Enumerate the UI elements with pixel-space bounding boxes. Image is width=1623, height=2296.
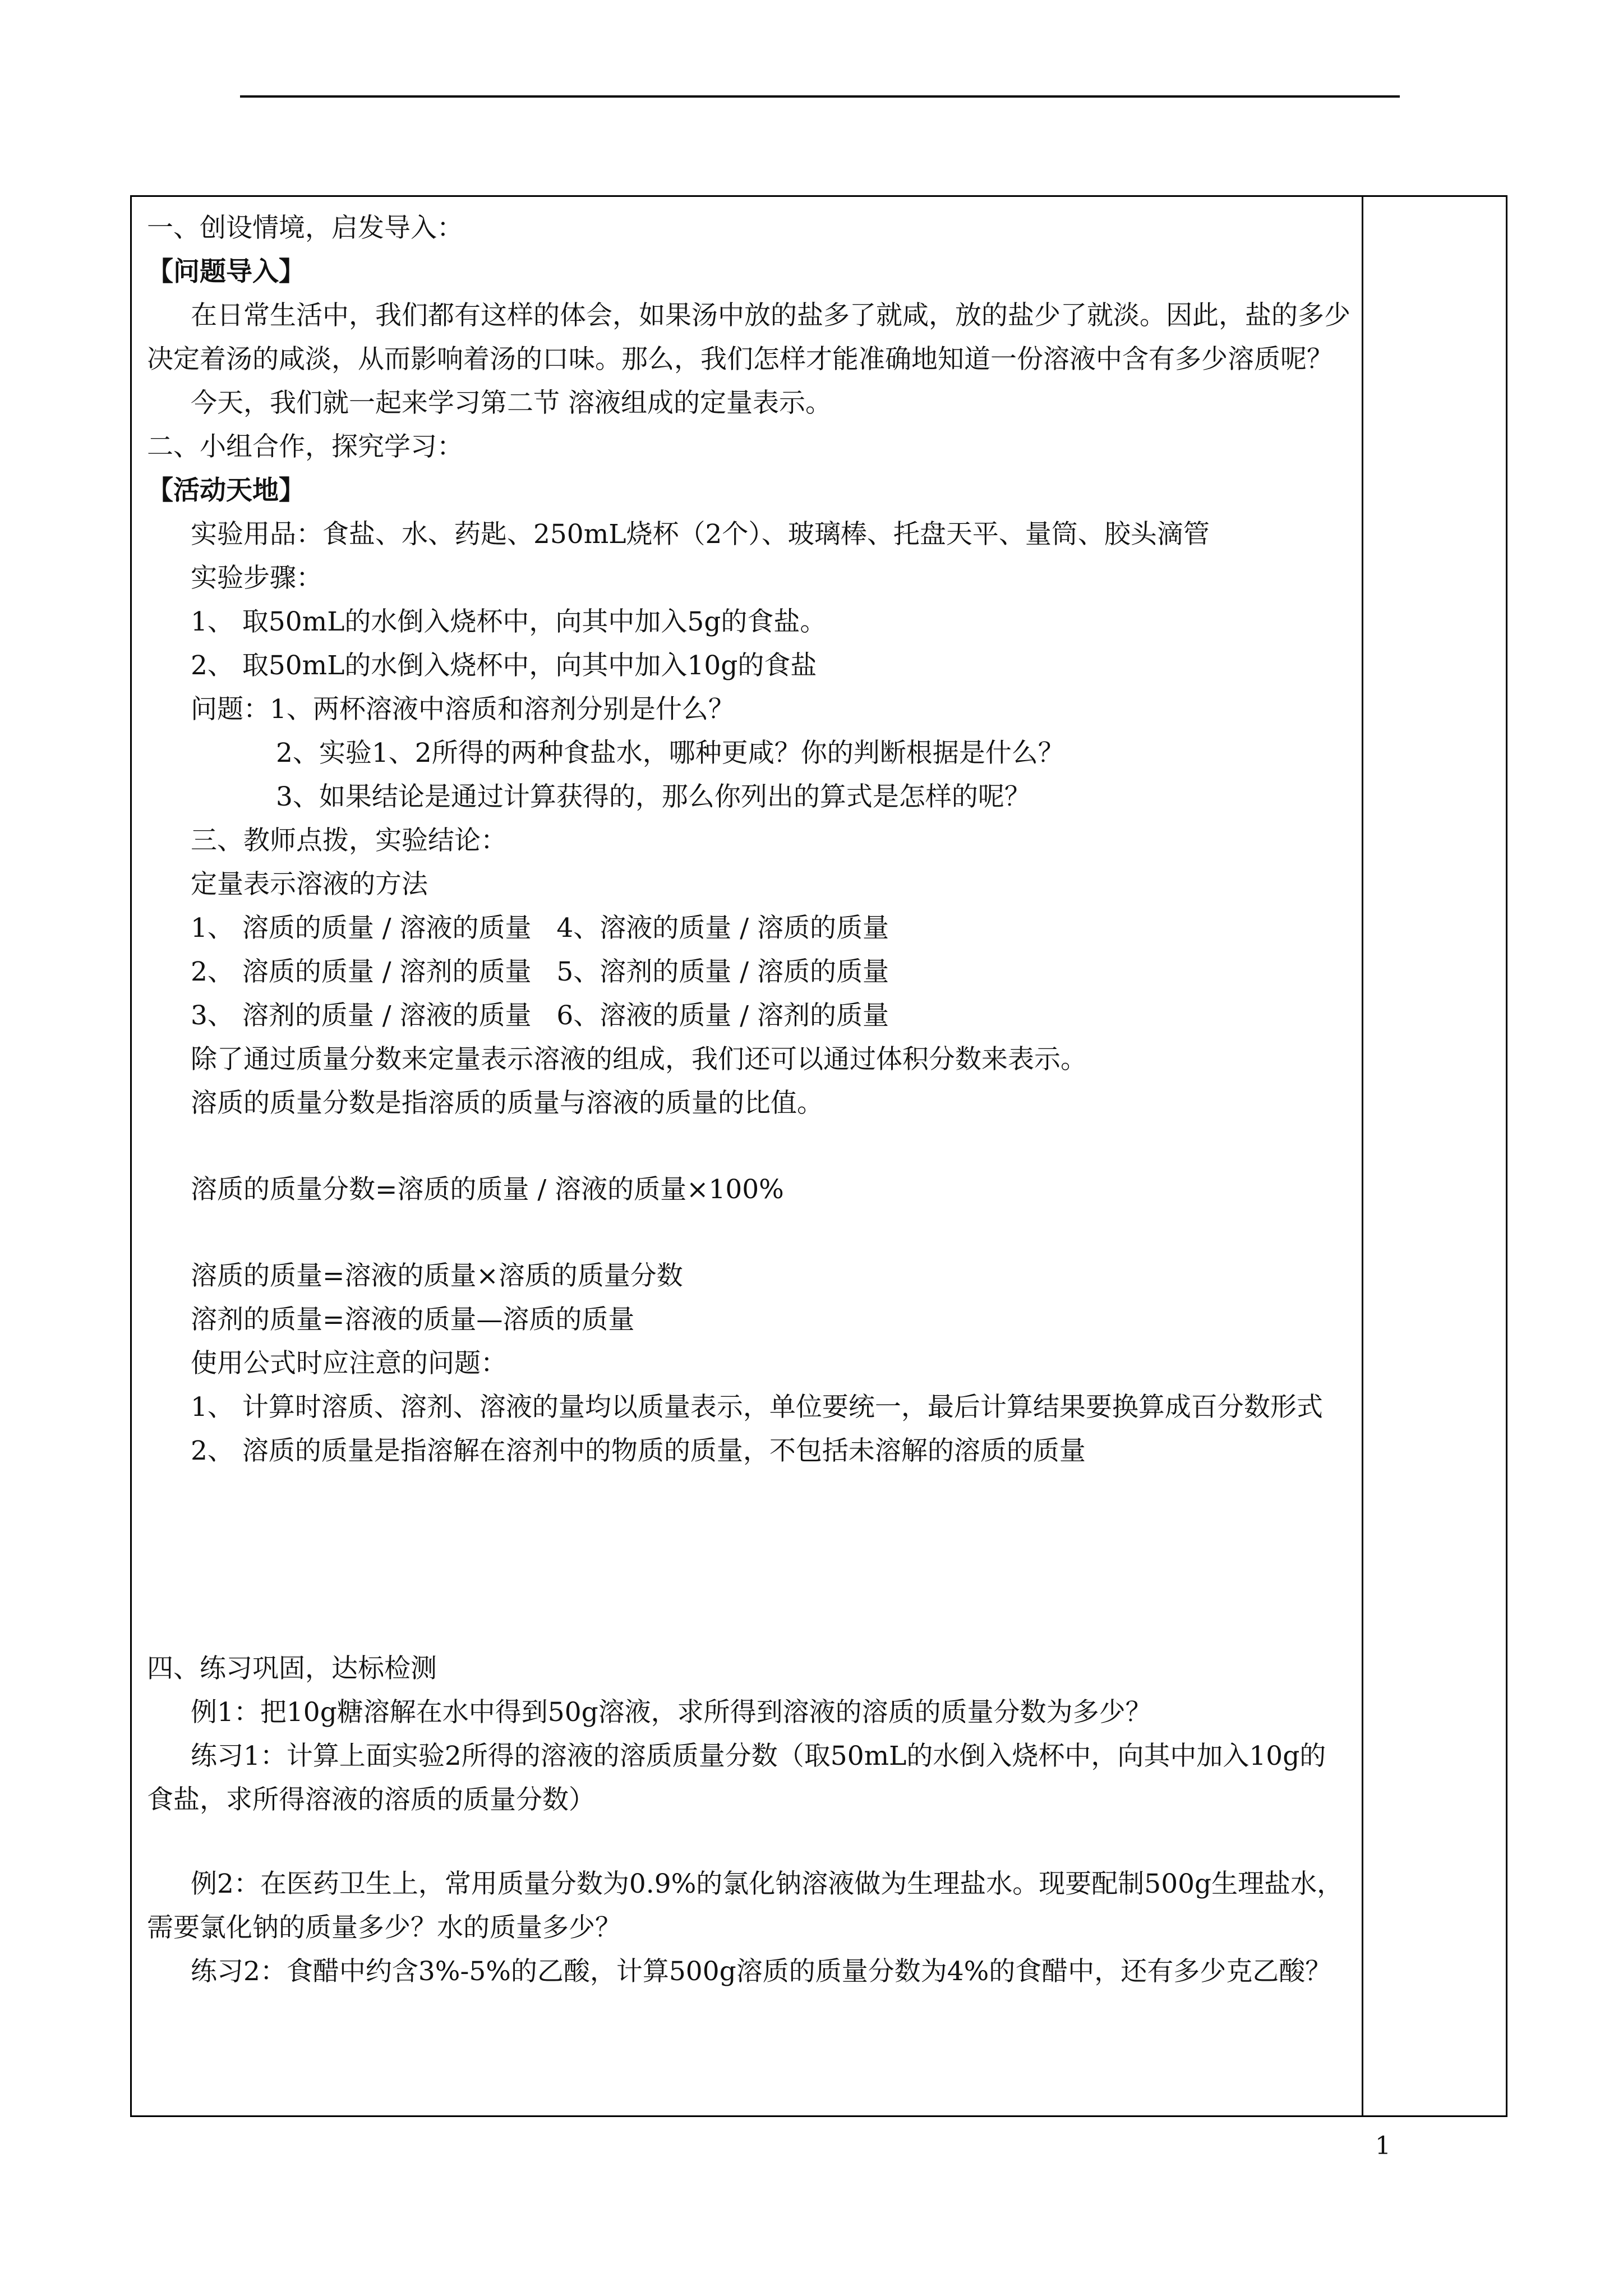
- question-3: 3、如果结论是通过计算获得的，那么你列出的算式是怎样的呢？: [276, 781, 1031, 812]
- exercise-2: 练习2：食醋中约含3%-5%的乙酸，计算500g溶质的质量分数为4%的食醋中，还有多少克乙酸？: [191, 1956, 1332, 1987]
- formula-note-1: 1、 计算时溶质、溶剂、溶液的量均以质量表示，单位要统一，最后计算结果要换算成百分数形式: [191, 1392, 1323, 1423]
- example-1: 例1：把10g糖溶解在水中得到50g溶液，求所得到溶液的溶质的质量分数为多少？: [191, 1697, 1152, 1728]
- materials-line: 实验用品：食盐、水、药匙、250mL烧杯（2个）、玻璃棒、托盘天平、量筒、胶头滴管: [191, 519, 1210, 550]
- mass-fraction-formula: 溶质的质量分数=溶质的质量 / 溶液的质量×100%: [191, 1174, 784, 1205]
- example-2: 例2：在医药卫生上，常用质量分数为0.9%的氯化钠溶液做为生理盐水。现要配制500g生理盐水，需要氯化钠的质量多少？水的质量多少？: [147, 1869, 1344, 1943]
- steps-heading: 实验步骤：: [191, 563, 322, 593]
- formula-notes-heading: 使用公式时应注意的问题：: [191, 1348, 507, 1379]
- method-row-1: 1、 溶质的质量 / 溶液的质量 4、溶液的质量 / 溶质的质量: [191, 913, 889, 944]
- solvent-mass-formula: 溶剂的质量=溶液的质量—溶质的质量: [191, 1304, 635, 1335]
- question-2: 2、实验1、2所得的两种食盐水，哪种更咸？你的判断根据是什么？: [276, 738, 1064, 769]
- exercise-1: 练习1：计算上面实验2所得的溶液的溶质质量分数（取50mL的水倒入烧杯中，向其中加入10g的食盐，求所得溶液的溶质的质量分数）: [147, 1741, 1326, 1815]
- section-1-paragraph: 在日常生活中，我们都有这样的体会，如果汤中放的盐多了就咸，放的盐少了就淡。因此，盐的多少决定着汤的咸淡，从而影响着汤的口味。那么，我们怎样才能准确地知道一份溶液中含有多少溶质呢？: [147, 300, 1350, 375]
- step-2: 2、 取50mL的水倒入烧杯中，向其中加入10g的食盐: [191, 650, 817, 681]
- notes-column-divider: [1362, 195, 1363, 2117]
- method-row-3: 3、 溶剂的质量 / 溶液的质量 6、溶液的质量 / 溶剂的质量: [191, 1000, 889, 1031]
- lesson-content: [147, 206, 1352, 1994]
- section-4-title: 四、练习巩固，达标检测: [147, 1653, 437, 1684]
- section-1-title: 一、创设情境，启发导入：: [147, 213, 463, 243]
- section-3-title: 三、教师点拨，实验结论：: [191, 825, 507, 856]
- header-rule: [240, 95, 1400, 98]
- question-1: 问题：1、两杯溶液中溶质和溶剂分别是什么？: [191, 694, 735, 725]
- section-2-subtitle: 【活动天地】: [147, 475, 305, 506]
- section-1-subtitle: 【问题导入】: [147, 256, 305, 287]
- page-number: 1: [1375, 2132, 1391, 2160]
- section-2-title: 二、小组合作，探究学习：: [147, 431, 463, 462]
- step-1: 1、 取50mL的水倒入烧杯中，向其中加入5g的食盐。: [191, 606, 827, 637]
- solute-mass-formula: 溶质的质量=溶液的质量×溶质的质量分数: [191, 1260, 683, 1291]
- volume-fraction-note: 除了通过质量分数来定量表示溶液的组成，我们还可以通过体积分数来表示。: [191, 1044, 1087, 1075]
- method-row-2: 2、 溶质的质量 / 溶剂的质量 5、溶剂的质量 / 溶质的质量: [191, 956, 889, 987]
- methods-heading: 定量表示溶液的方法: [191, 869, 428, 900]
- mass-fraction-definition: 溶质的质量分数是指溶质的质量与溶液的质量的比值。: [191, 1088, 823, 1119]
- section-1-intro: 今天，我们就一起来学习第二节 溶液组成的定量表示。: [191, 388, 832, 418]
- formula-note-2: 2、 溶质的质量是指溶解在溶剂中的物质的质量，不包括未溶解的溶质的质量: [191, 1435, 1086, 1466]
